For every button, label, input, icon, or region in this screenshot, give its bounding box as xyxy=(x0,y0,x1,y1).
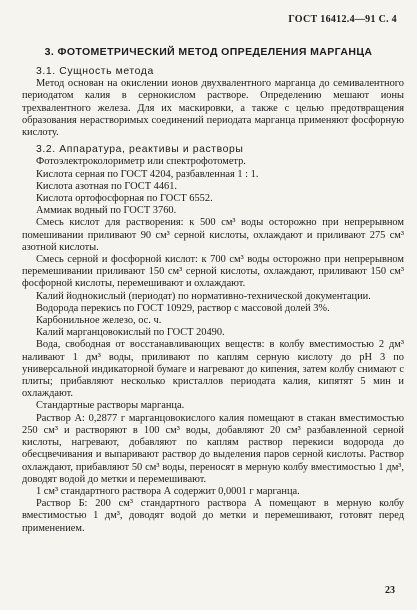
paragraph: 1 см³ стандартного раствора А содержит 0,0001 г марганца. xyxy=(36,485,300,497)
reagent-line: Калий марганцовокислый по ГОСТ 20490. xyxy=(36,327,225,339)
paragraph: Вода, свободная от восстанавливающих веществ: в колбу вместимостью 2 дм³ наливают 1 дм³ воды, приливают по каплям серную кислоту до pH 3 по универсальной индикаторной бумаге и нагревают до кипения, затем колбу снимают с плиты; прибавляют несколько кристаллов периодата калия, кипятят 5 мин и охлаждают. xyxy=(22,339,404,400)
paragraph: Калий йоднокислый (периодат) по нормативно-технической документации. xyxy=(36,290,371,302)
paragraph: Раствор А: 0,2877 г марганцовокислого калия помещают в стакан вместимостью 250 см³ и растворяют в 100 см³ воды, добавляют 20 см³ разбавленной серной кислоты, нагревают, добавляют по каплям раствор перекиси водорода до обесцвечивания и выпаривают раствор до выделения паров серной кислоты. Раствор охлаждают, прибавляют 50 см³ воды, переносят в мерную колбу вместимостью 1 дм³, доводят водой до метки и перемешивают. xyxy=(22,412,404,485)
reagent-line: Стандартные растворы марганца. xyxy=(36,400,185,412)
body-text xyxy=(22,66,404,535)
section-title: 3. ФОТОМЕТРИЧЕСКИЙ МЕТОД ОПРЕДЕЛЕНИЯ МАРГАНЦА xyxy=(44,46,373,58)
reagent-line: Кислота ортофосфорная по ГОСТ 6552. xyxy=(36,193,213,205)
paragraph: Смесь серной и фосфорной кислот: к 700 см³ воды осторожно при непрерывном перемешивании приливают 150 см³ серной кислоты, охлаждают, приливают 150 см³ фосфорной кислоты, перемешивают и охлаждают. xyxy=(22,254,404,290)
paragraph: Раствор Б: 200 см³ стандартного раствора А помещают в мерную колбу вместимостью 1 дм³, доводят водой до метки и перемешивают, готовят перед применением. xyxy=(22,498,404,534)
paragraph: Водорода перекись по ГОСТ 10929, раствор с массовой долей 3%. xyxy=(36,302,330,314)
reagent-line: Аммиак водный по ГОСТ 3760. xyxy=(36,205,177,217)
reagent-line: Кислота серная по ГОСТ 4204, разбавленная 1 : 1. xyxy=(36,168,259,180)
reagent-line: Фотоэлектроколориметр или спектрофотометр. xyxy=(36,156,246,168)
subsection-heading: 3.1. Сущность метода xyxy=(36,66,154,77)
subsection-heading: 3.2. Аппаратура, реактивы и растворы xyxy=(36,144,244,156)
reagent-line: Карбонильное железо, ос. ч. xyxy=(36,315,162,327)
paragraph: Метод основан на окислении ионов двухвалентного марганца до семивалентного периодатом калия в сернокислом растворе. Определению мешают ионы трехвалентного железа. Для их маскировки, а также с целью предотвращения образования нерастворимых соединений периодата марганца применяют фосфорную кислоту. xyxy=(22,78,404,139)
reagent-line: Кислота азотная по ГОСТ 4461. xyxy=(36,180,178,192)
paragraph: Смесь кислот для растворения: к 500 см³ воды осторожно при непрерывном помешивании приливают 90 см³ серной кислоты, охлаждают и приливают 275 см³ азотной кислоты. xyxy=(22,217,404,253)
page-number: 23 xyxy=(385,585,395,596)
page-header: ГОСТ 16412.4—91 С. 4 xyxy=(288,14,397,25)
